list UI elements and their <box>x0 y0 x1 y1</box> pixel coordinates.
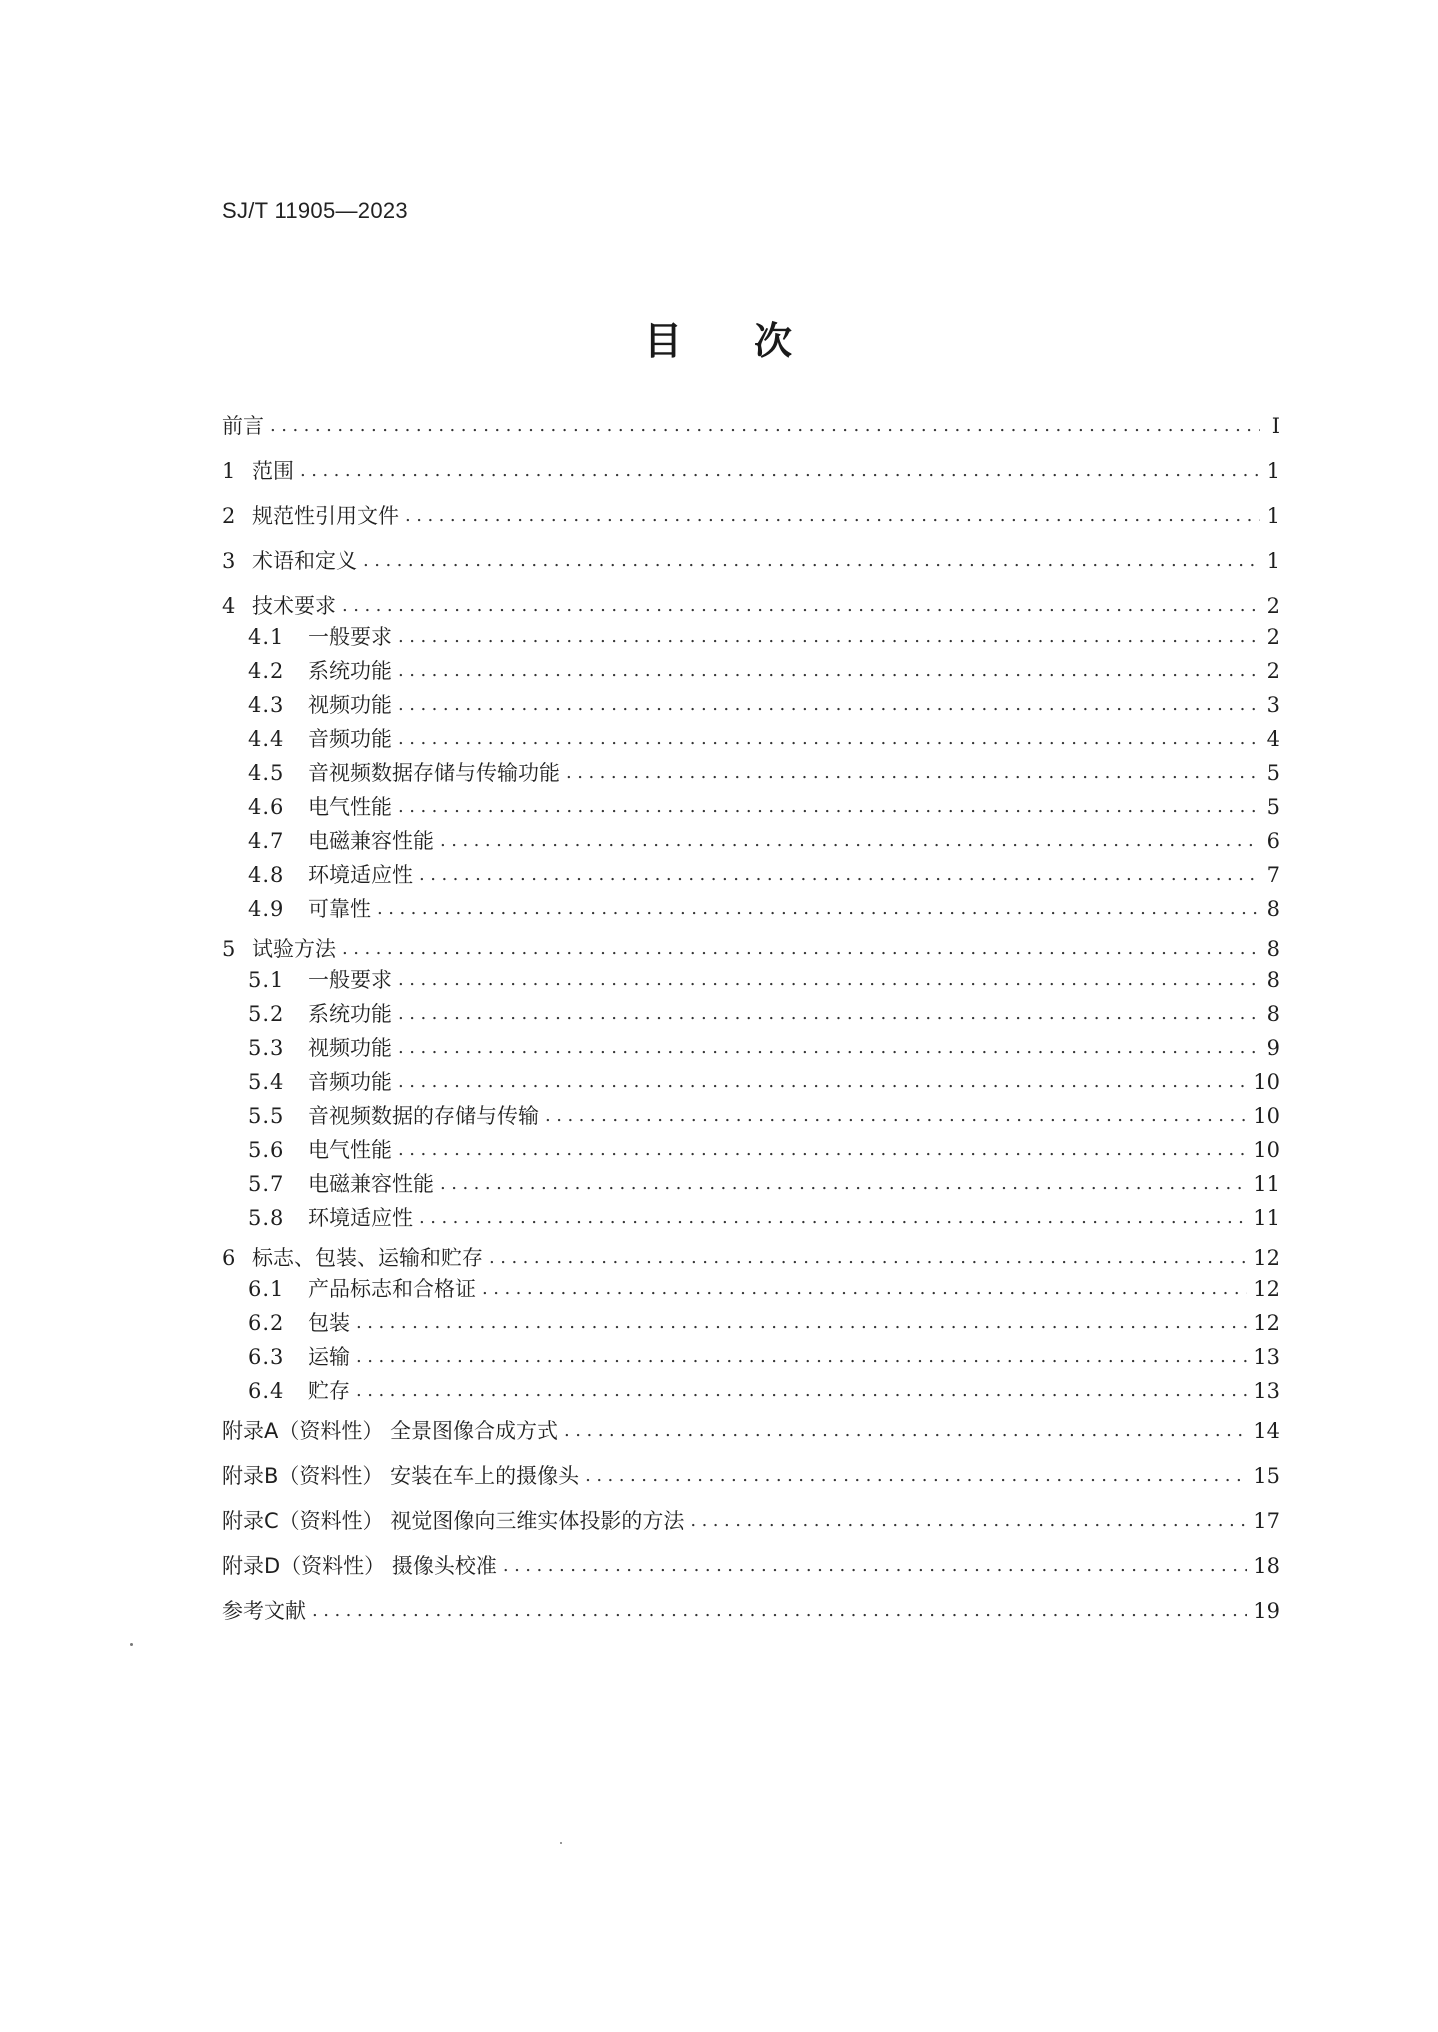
toc-entry-number: 5.7 <box>248 1172 285 1196</box>
toc-entry-page: 8 <box>1266 897 1280 921</box>
toc-leader-dots <box>503 1552 1247 1580</box>
document-code: SJ/T 11905—2023 <box>222 198 408 223</box>
toc-entry-page: 11 <box>1253 1206 1280 1230</box>
toc-entry[interactable] <box>222 412 1280 449</box>
toc-entry[interactable] <box>222 1236 1280 1273</box>
toc-leader-dots <box>356 1343 1247 1371</box>
toc-leader-dots <box>419 1204 1247 1232</box>
toc-entry-number: 4.3 <box>248 693 285 717</box>
toc-entry-page: 5 <box>1266 761 1280 785</box>
toc-entry-number: 4.1 <box>248 625 285 649</box>
toc-entry-page: 13 <box>1253 1345 1280 1369</box>
toc-entry-page: 1 <box>1266 549 1280 573</box>
toc-entry-page: 8 <box>1266 1002 1280 1026</box>
toc-leader-dots <box>363 547 1260 575</box>
toc-entry-label: 音视频数据的存储与传输 <box>308 1104 539 1128</box>
toc-entry-label: 规范性引用文件 <box>252 504 399 528</box>
toc-entry[interactable] <box>222 825 1280 859</box>
toc-leader-dots <box>564 1417 1247 1445</box>
toc-leader-dots <box>312 1597 1247 1625</box>
toc-entry[interactable] <box>222 893 1280 927</box>
toc-entry-page: 19 <box>1253 1599 1280 1623</box>
toc-entry-label: 音视频数据存储与传输功能 <box>308 761 560 785</box>
toc-entry-page: 12 <box>1253 1277 1280 1301</box>
toc-entry-page: 10 <box>1253 1070 1280 1094</box>
toc-entry-number: 4.2 <box>248 659 285 683</box>
toc-entry-number: 1 <box>222 459 236 483</box>
toc-entry-number: 5.5 <box>248 1104 285 1128</box>
toc-entry[interactable] <box>222 1454 1280 1499</box>
toc-entry-page: 13 <box>1253 1379 1280 1403</box>
toc-leader-dots <box>398 1034 1260 1062</box>
toc-leader-dots <box>356 1309 1247 1337</box>
toc-entry-label: 一般要求 <box>308 968 392 992</box>
toc-entry[interactable] <box>222 449 1280 494</box>
toc-entry-label: 环境适应性 <box>308 863 413 887</box>
toc-title-right: 次 <box>754 319 795 363</box>
toc-leader-dots <box>342 935 1260 963</box>
toc-entry-page: 1 <box>1266 459 1280 483</box>
toc-leader-dots <box>398 966 1260 994</box>
toc-entry-label: 电气性能 <box>308 1138 392 1162</box>
toc-entry[interactable] <box>222 964 1280 998</box>
scan-speck <box>560 1842 562 1844</box>
toc-title-left: 目 <box>643 319 684 363</box>
toc-entry-page: 2 <box>1266 594 1280 618</box>
toc-entry-page: 12 <box>1253 1311 1280 1335</box>
toc-entry-number: 4.9 <box>248 897 285 921</box>
toc-leader-dots <box>398 623 1260 651</box>
toc-leader-dots <box>377 895 1260 923</box>
toc-entry-label: 技术要求 <box>252 594 336 618</box>
toc-entry-number: 4.5 <box>248 761 285 785</box>
toc-entry-page: 2 <box>1266 659 1280 683</box>
toc-leader-dots <box>398 657 1260 685</box>
toc-entry-page: 9 <box>1266 1036 1280 1060</box>
toc-entry-label: 运输 <box>308 1345 350 1369</box>
toc-leader-dots <box>482 1275 1247 1303</box>
toc-entry-number: 5.4 <box>248 1070 285 1094</box>
toc-entry-label: 电磁兼容性能 <box>308 829 434 853</box>
toc-leader-dots <box>419 861 1260 889</box>
toc-title <box>0 310 1438 365</box>
toc-leader-dots <box>489 1244 1247 1272</box>
toc-entry-number: 5.3 <box>248 1036 285 1060</box>
toc-entry-number: 4.6 <box>248 795 285 819</box>
toc-entry[interactable] <box>222 1409 1280 1454</box>
toc-entry[interactable] <box>222 757 1280 791</box>
toc-entry-number: 5 <box>222 937 236 961</box>
toc-entry-page: 7 <box>1266 863 1280 887</box>
toc-entry-label: 音频功能 <box>308 727 392 751</box>
toc-entry-number: 5.8 <box>248 1206 285 1230</box>
toc-entry-page: 8 <box>1266 937 1280 961</box>
toc-entry[interactable] <box>222 1273 1280 1307</box>
toc-entry[interactable] <box>222 1032 1280 1066</box>
toc-entry-label: 视频功能 <box>308 1036 392 1060</box>
toc-entry-number: 5.2 <box>248 1002 285 1026</box>
toc-entry[interactable] <box>222 723 1280 757</box>
toc-leader-dots <box>398 1000 1260 1028</box>
toc-entry[interactable] <box>222 1134 1280 1168</box>
toc-entry-label: 标志、包装、运输和贮存 <box>252 1246 483 1270</box>
toc-entry[interactable] <box>222 539 1280 584</box>
toc-entry[interactable] <box>222 791 1280 825</box>
toc-leader-dots <box>398 691 1260 719</box>
toc-entry-number: 6.2 <box>248 1311 285 1335</box>
toc-leader-dots <box>398 725 1260 753</box>
toc-entry-label: 系统功能 <box>308 1002 392 1026</box>
toc-entry-label: 包装 <box>308 1311 350 1335</box>
toc-entry[interactable] <box>222 1100 1280 1134</box>
table-of-contents <box>222 412 1280 1634</box>
toc-entry-label: 附录A（资料性） 全景图像合成方式 <box>222 1419 559 1443</box>
toc-entry-page: 4 <box>1266 727 1280 751</box>
toc-entry-label: 电气性能 <box>308 795 392 819</box>
toc-leader-dots <box>690 1507 1247 1535</box>
toc-entry-label: 附录C（资料性） 视觉图像向三维实体投影的方法 <box>222 1509 685 1533</box>
toc-entry-label: 参考文献 <box>222 1599 306 1623</box>
toc-entry[interactable] <box>222 998 1280 1032</box>
toc-entry[interactable] <box>222 1375 1280 1409</box>
toc-entry[interactable] <box>222 1202 1280 1236</box>
toc-entry[interactable] <box>222 494 1280 539</box>
toc-entry-label: 附录D（资料性） 摄像头校准 <box>222 1554 497 1578</box>
toc-entry-page: 10 <box>1253 1104 1280 1128</box>
toc-entry[interactable] <box>222 655 1280 689</box>
toc-entry-page: 11 <box>1253 1172 1280 1196</box>
toc-entry-number: 5.1 <box>248 968 285 992</box>
toc-entry[interactable] <box>222 1589 1280 1634</box>
toc-entry-number: 6.3 <box>248 1345 285 1369</box>
toc-leader-dots <box>440 1170 1247 1198</box>
toc-entry-page: 6 <box>1266 829 1280 853</box>
toc-leader-dots <box>300 457 1260 485</box>
toc-entry-page: 8 <box>1266 968 1280 992</box>
scan-speck <box>130 1643 133 1646</box>
toc-leader-dots <box>585 1462 1247 1490</box>
toc-entry-label: 可靠性 <box>308 897 371 921</box>
toc-entry-label: 产品标志和合格证 <box>308 1277 476 1301</box>
toc-entry-page: 5 <box>1266 795 1280 819</box>
toc-entry-number: 4 <box>222 594 236 618</box>
toc-leader-dots <box>398 793 1260 821</box>
toc-entry-label: 附录B（资料性） 安装在车上的摄像头 <box>222 1464 580 1488</box>
toc-entry-page: 3 <box>1266 693 1280 717</box>
toc-entry-label: 一般要求 <box>308 625 392 649</box>
toc-entry-page: 14 <box>1253 1419 1280 1443</box>
toc-entry-label: 系统功能 <box>308 659 392 683</box>
toc-entry[interactable] <box>222 927 1280 964</box>
toc-entry[interactable] <box>222 859 1280 893</box>
toc-entry[interactable] <box>222 584 1280 621</box>
toc-entry-label: 音频功能 <box>308 1070 392 1094</box>
toc-leader-dots <box>440 827 1260 855</box>
toc-entry-number: 6.1 <box>248 1277 285 1301</box>
toc-entry-page: 1 <box>1266 504 1280 528</box>
toc-entry-label: 电磁兼容性能 <box>308 1172 434 1196</box>
toc-entry-page: 2 <box>1266 625 1280 649</box>
toc-entry-number: 5.6 <box>248 1138 285 1162</box>
toc-entry-number: 6 <box>222 1246 236 1270</box>
toc-leader-dots <box>398 1136 1247 1164</box>
toc-entry[interactable] <box>222 1544 1280 1589</box>
toc-entry-label: 前言 <box>222 414 264 438</box>
toc-entry[interactable] <box>222 621 1280 655</box>
toc-entry[interactable] <box>222 1066 1280 1100</box>
toc-entry-page: I <box>1271 414 1280 438</box>
toc-entry[interactable] <box>222 1499 1280 1544</box>
toc-leader-dots <box>270 412 1260 440</box>
toc-entry-number: 3 <box>222 549 236 573</box>
toc-leader-dots <box>566 759 1260 787</box>
toc-entry-label: 术语和定义 <box>252 549 357 573</box>
toc-entry-page: 12 <box>1253 1246 1280 1270</box>
toc-entry-number: 4.4 <box>248 727 285 751</box>
toc-entry-label: 贮存 <box>308 1379 350 1403</box>
toc-leader-dots <box>398 1068 1247 1096</box>
toc-leader-dots <box>356 1377 1247 1405</box>
toc-entry-number: 4.7 <box>248 829 285 853</box>
toc-leader-dots <box>342 592 1260 620</box>
toc-entry-number: 2 <box>222 504 236 528</box>
toc-entry-number: 6.4 <box>248 1379 285 1403</box>
toc-leader-dots <box>405 502 1260 530</box>
toc-entry[interactable] <box>222 1168 1280 1202</box>
toc-entry-label: 视频功能 <box>308 693 392 717</box>
toc-entry-page: 17 <box>1253 1509 1280 1533</box>
toc-entry-page: 15 <box>1253 1464 1280 1488</box>
toc-entry[interactable] <box>222 1341 1280 1375</box>
toc-entry-number: 4.8 <box>248 863 285 887</box>
toc-entry-label: 环境适应性 <box>308 1206 413 1230</box>
toc-entry-label: 试验方法 <box>252 937 336 961</box>
toc-leader-dots <box>545 1102 1247 1130</box>
toc-entry[interactable] <box>222 1307 1280 1341</box>
toc-entry-label: 范围 <box>252 459 294 483</box>
toc-entry-page: 10 <box>1253 1138 1280 1162</box>
toc-entry-page: 18 <box>1253 1554 1280 1578</box>
toc-entry[interactable] <box>222 689 1280 723</box>
